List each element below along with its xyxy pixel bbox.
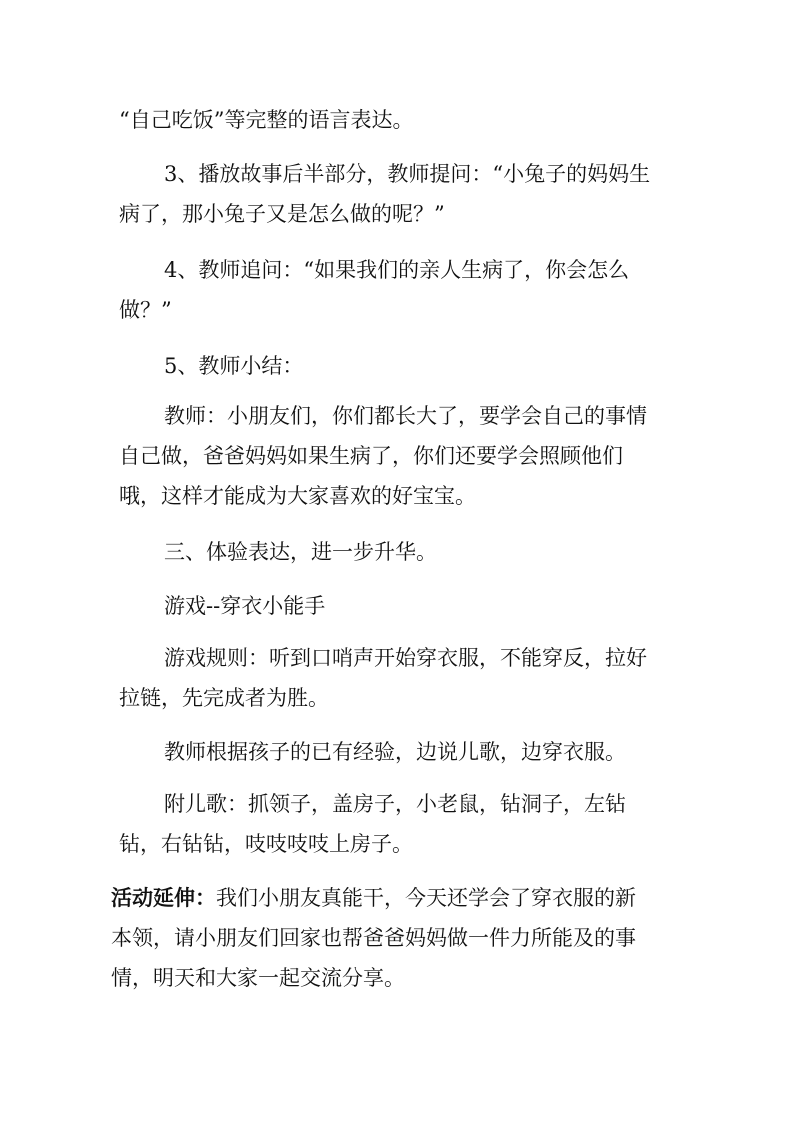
extension-text: 我们小朋友真能干，今天还学会了穿衣服的新 — [216, 886, 636, 910]
text-line: 自己做，爸爸妈妈如果生病了，你们还要学会照顾他们 — [119, 444, 623, 468]
text-line: 病了，那小兔子又是怎么做的呢？” — [119, 202, 445, 226]
text-line: 游戏--穿衣小能手 — [164, 594, 326, 618]
text-line: 5、教师小结： — [164, 354, 304, 378]
text-line: 4、教师追问：“如果我们的亲人生病了，你会怎么 — [164, 258, 630, 282]
text-line: 情，明天和大家一起交流分享。 — [111, 966, 405, 990]
extension-label: 活动延伸： — [111, 886, 216, 910]
extension-line — [111, 884, 636, 912]
text-line: 游戏规则：听到口哨声开始穿衣服，不能穿反，拉好 — [164, 646, 647, 670]
text-line: 附儿歌：抓领子，盖房子，小老鼠，钻洞子，左钻 — [164, 792, 626, 816]
text-line: 拉链，先完成者为胜。 — [119, 686, 329, 710]
text-line: 做？” — [119, 298, 172, 322]
text-line: 哦，这样才能成为大家喜欢的好宝宝。 — [119, 484, 476, 508]
text-line: “自己吃饭”等完整的语言表达。 — [119, 108, 414, 132]
text-line: 3、播放故事后半部分，教师提问：“小兔子的妈妈生 — [164, 162, 651, 186]
text-line: 本领，请小朋友们回家也帮爸爸妈妈做一件力所能及的事 — [111, 926, 636, 950]
text-line: 教师：小朋友们，你们都长大了，要学会自己的事情 — [164, 404, 647, 428]
text-line: 教师根据孩子的已有经验，边说儿歌，边穿衣服。 — [164, 740, 626, 764]
text-line: 钻，右钻钻，吱吱吱吱上房子。 — [119, 832, 413, 856]
section-heading: 三、体验表达，进一步升华。 — [164, 540, 437, 564]
